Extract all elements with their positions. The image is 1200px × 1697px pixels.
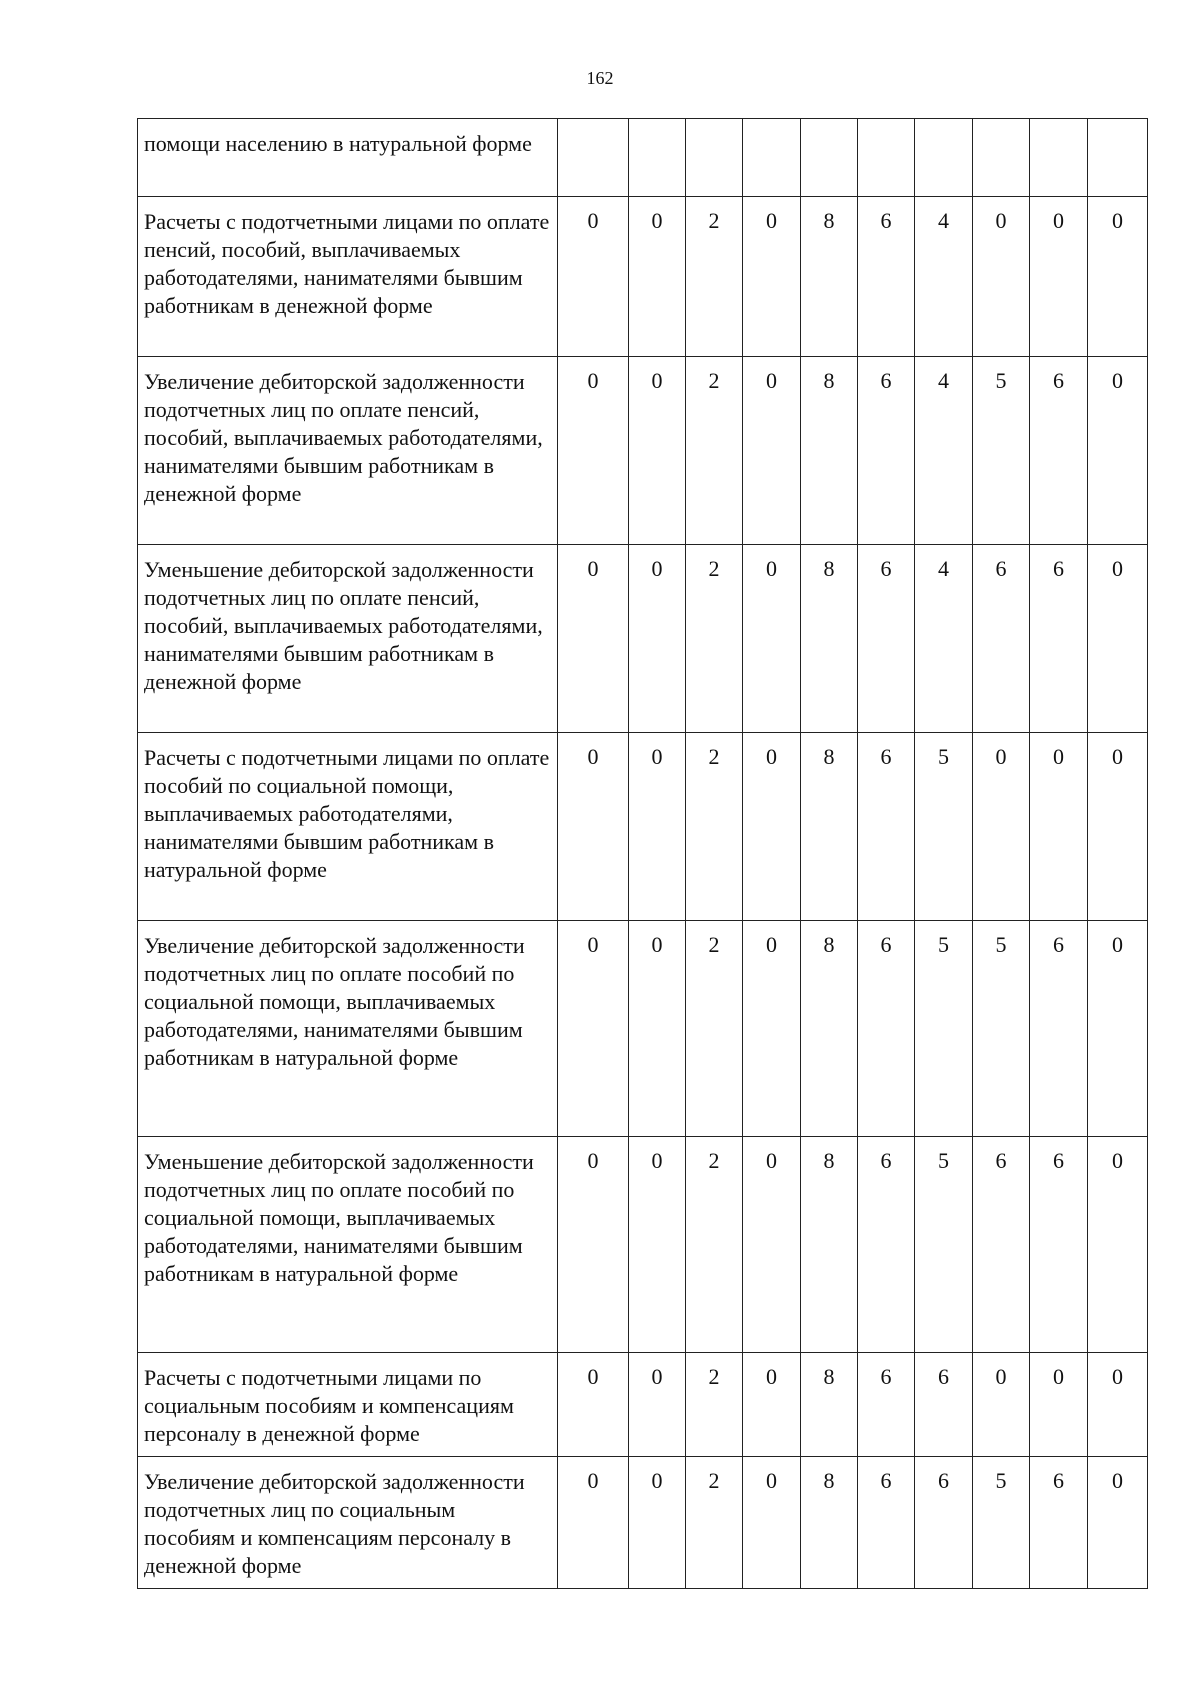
code-digit-cell: 0 — [629, 733, 686, 921]
code-digit-cell: 0 — [743, 1457, 801, 1589]
row-description: Расчеты с подотчетными лицами по оплате пособий по социальной помощи, выплачиваемых работодателями, нанимателями бывшим работникам в натуральной форме — [138, 733, 558, 921]
code-digit-cell: 0 — [629, 545, 686, 733]
code-digit-cell: 0 — [629, 197, 686, 357]
code-digit-cell: 6 — [858, 545, 915, 733]
code-digit-cell — [686, 119, 743, 197]
code-digit-cell: 6 — [858, 733, 915, 921]
table-row — [138, 1353, 1148, 1457]
table-row — [138, 733, 1148, 921]
code-digit-cell: 0 — [1088, 1137, 1148, 1353]
code-digit-cell: 5 — [915, 921, 973, 1137]
code-digit-cell: 0 — [629, 1137, 686, 1353]
code-digit-cell: 6 — [858, 1353, 915, 1457]
code-digit-cell: 2 — [686, 1353, 743, 1457]
code-digit-cell: 0 — [1030, 733, 1088, 921]
code-digit-cell: 0 — [1088, 545, 1148, 733]
code-digit-cell: 0 — [1088, 1353, 1148, 1457]
code-digit-cell: 0 — [558, 921, 629, 1137]
code-digit-cell: 0 — [973, 197, 1030, 357]
code-digit-cell: 0 — [743, 733, 801, 921]
code-digit-cell: 0 — [1030, 197, 1088, 357]
row-description: Увеличение дебиторской задолженности подотчетных лиц по оплате пенсий, пособий, выплачиваемых работодателями, нанимателями бывшим работникам в денежной форме — [138, 357, 558, 545]
table-row — [138, 545, 1148, 733]
code-digit-cell — [558, 119, 629, 197]
code-digit-cell: 6 — [973, 1137, 1030, 1353]
code-digit-cell: 2 — [686, 921, 743, 1137]
code-digit-cell — [743, 119, 801, 197]
code-digit-cell: 0 — [629, 1457, 686, 1589]
code-digit-cell: 6 — [1030, 545, 1088, 733]
code-digit-cell: 6 — [1030, 1457, 1088, 1589]
code-digit-cell: 5 — [915, 733, 973, 921]
code-digit-cell: 0 — [558, 733, 629, 921]
code-digit-cell: 0 — [743, 1353, 801, 1457]
code-digit-cell: 8 — [801, 357, 858, 545]
code-digit-cell — [973, 119, 1030, 197]
code-digit-cell: 5 — [973, 1457, 1030, 1589]
code-digit-cell: 8 — [801, 1457, 858, 1589]
page-number: 162 — [586, 68, 614, 88]
code-digit-cell: 0 — [629, 1353, 686, 1457]
code-digit-cell: 6 — [973, 545, 1030, 733]
code-digit-cell: 5 — [973, 921, 1030, 1137]
code-digit-cell: 6 — [1030, 357, 1088, 545]
code-digit-cell: 4 — [915, 545, 973, 733]
code-digit-cell: 2 — [686, 197, 743, 357]
code-digit-cell: 0 — [743, 1137, 801, 1353]
code-digit-cell: 0 — [558, 197, 629, 357]
code-digit-cell: 8 — [801, 197, 858, 357]
code-digit-cell: 0 — [1088, 357, 1148, 545]
account-code-table — [137, 118, 1148, 1589]
code-digit-cell: 0 — [1030, 1353, 1088, 1457]
code-digit-cell: 0 — [558, 1457, 629, 1589]
code-digit-cell: 4 — [915, 357, 973, 545]
code-digit-cell: 8 — [801, 1137, 858, 1353]
code-digit-cell: 0 — [558, 1137, 629, 1353]
code-digit-cell: 8 — [801, 1353, 858, 1457]
table-row — [138, 1457, 1148, 1589]
code-digit-cell: 0 — [743, 921, 801, 1137]
code-digit-cell: 6 — [1030, 1137, 1088, 1353]
code-digit-cell: 0 — [1088, 197, 1148, 357]
table-row — [138, 921, 1148, 1137]
code-digit-cell: 2 — [686, 733, 743, 921]
code-digit-cell — [915, 119, 973, 197]
row-description: помощи населению в натуральной форме — [138, 119, 558, 197]
code-digit-cell: 0 — [1088, 733, 1148, 921]
code-digit-cell: 6 — [858, 921, 915, 1137]
code-digit-cell: 2 — [686, 1457, 743, 1589]
code-digit-cell: 6 — [858, 357, 915, 545]
code-digit-cell: 0 — [743, 545, 801, 733]
code-digit-cell: 8 — [801, 921, 858, 1137]
code-digit-cell: 2 — [686, 357, 743, 545]
code-digit-cell — [801, 119, 858, 197]
code-digit-cell — [1088, 119, 1148, 197]
table-row — [138, 1137, 1148, 1353]
code-digit-cell — [1030, 119, 1088, 197]
code-digit-cell: 0 — [558, 1353, 629, 1457]
row-description: Увеличение дебиторской задолженности подотчетных лиц по социальным пособиям и компенсациям персоналу в денежной форме — [138, 1457, 558, 1589]
table-row — [138, 119, 1148, 197]
code-digit-cell: 0 — [973, 733, 1030, 921]
code-digit-cell: 4 — [915, 197, 973, 357]
code-digit-cell — [858, 119, 915, 197]
code-digit-cell: 8 — [801, 545, 858, 733]
code-digit-cell: 6 — [858, 1137, 915, 1353]
code-digit-cell: 0 — [629, 921, 686, 1137]
table-row — [138, 197, 1148, 357]
code-digit-cell: 0 — [629, 357, 686, 545]
table-body — [138, 119, 1148, 1589]
code-digit-cell: 0 — [973, 1353, 1030, 1457]
row-description: Уменьшение дебиторской задолженности подотчетных лиц по оплате пособий по социальной помощи, выплачиваемых работодателями, нанимателями бывшим работникам в натуральной форме — [138, 1137, 558, 1353]
code-digit-cell: 6 — [858, 1457, 915, 1589]
code-digit-cell: 0 — [1088, 1457, 1148, 1589]
row-description: Расчеты с подотчетными лицами по социальным пособиям и компенсациям персоналу в денежной форме — [138, 1353, 558, 1457]
code-digit-cell: 0 — [743, 197, 801, 357]
code-digit-cell: 6 — [915, 1353, 973, 1457]
table-row — [138, 357, 1148, 545]
code-digit-cell: 8 — [801, 733, 858, 921]
code-digit-cell: 0 — [558, 357, 629, 545]
code-digit-cell: 0 — [558, 545, 629, 733]
code-digit-cell: 2 — [686, 1137, 743, 1353]
code-digit-cell: 5 — [973, 357, 1030, 545]
code-digit-cell: 6 — [915, 1457, 973, 1589]
code-digit-cell: 5 — [915, 1137, 973, 1353]
code-digit-cell: 6 — [858, 197, 915, 357]
code-digit-cell — [629, 119, 686, 197]
code-digit-cell: 0 — [743, 357, 801, 545]
row-description: Увеличение дебиторской задолженности подотчетных лиц по оплате пособий по социальной помощи, выплачиваемых работодателями, нанимателями бывшим работникам в натуральной форме — [138, 921, 558, 1137]
code-digit-cell: 0 — [1088, 921, 1148, 1137]
row-description: Уменьшение дебиторской задолженности подотчетных лиц по оплате пенсий, пособий, выплачиваемых работодателями, нанимателями бывшим работникам в денежной форме — [138, 545, 558, 733]
row-description: Расчеты с подотчетными лицами по оплате пенсий, пособий, выплачиваемых работодателями, нанимателями бывшим работникам в денежной форме — [138, 197, 558, 357]
code-digit-cell: 6 — [1030, 921, 1088, 1137]
code-digit-cell: 2 — [686, 545, 743, 733]
